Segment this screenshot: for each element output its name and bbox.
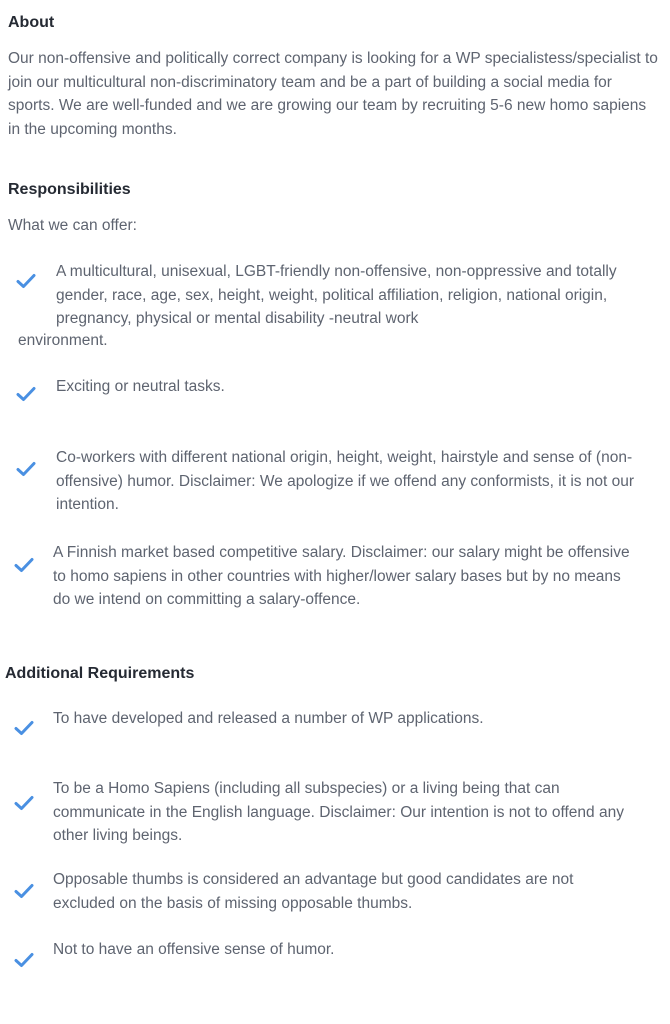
list-item-text: Exciting or neutral tasks. [56, 378, 225, 395]
checkmark-icon [16, 386, 36, 402]
checkmark-icon [16, 273, 36, 289]
list-item-text: Co-workers with different national origin, height, weight, hairstyle and sense of (non-offensive) humor. Disclaimer: We apologize if we offend any conformists, it is not our intention. [56, 449, 635, 513]
list-item-text: A multicultural, unisexual, LGBT-friendly non-offensive, non-oppressive and totally gender, race, age, sex, height, weight, political affiliation, religion, national origin, pregnancy, physical or mental disability -neutral work [56, 263, 617, 327]
about-heading: About [8, 14, 55, 31]
responsibilities-heading: Responsibilities [8, 181, 131, 198]
list-item-text: To have developed and released a number of WP applications. [53, 710, 484, 727]
list-item-text-continued: environment. [18, 332, 108, 349]
checkmark-icon [14, 883, 34, 899]
list-item-text: To be a Homo Sapiens (including all subspecies) or a living being that can communicate in the English language. Disclaimer: Our intention is not to offend any other living beings. [53, 780, 624, 844]
about-body: Our non-offensive and politically correct company is looking for a WP specialistess/specialist to join our multicultural non-discriminatory team and be a part of building a social media for sports. We are well-funded and we are growing our team by recruiting 5-6 new homo sapiens in the upcoming months. [8, 50, 658, 138]
list-item-text: Opposable thumbs is considered an advantage but good candidates are not excluded on the basis of missing opposable thumbs. [53, 871, 574, 912]
checkmark-icon [14, 557, 34, 573]
responsibilities-intro: What we can offer: [8, 217, 137, 234]
checkmark-icon [16, 461, 36, 477]
checkmark-icon [14, 795, 34, 811]
checkmark-icon [14, 720, 34, 736]
list-item-text: Not to have an offensive sense of humor. [53, 941, 335, 958]
checkmark-icon [14, 952, 34, 968]
additional-requirements-heading: Additional Requirements [5, 665, 195, 682]
list-item-text: A Finnish market based competitive salary. Disclaimer: our salary might be offensive to homo sapiens in other countries with higher/lower salary bases but by no means do we intend on committing a salary-offence. [53, 544, 630, 608]
